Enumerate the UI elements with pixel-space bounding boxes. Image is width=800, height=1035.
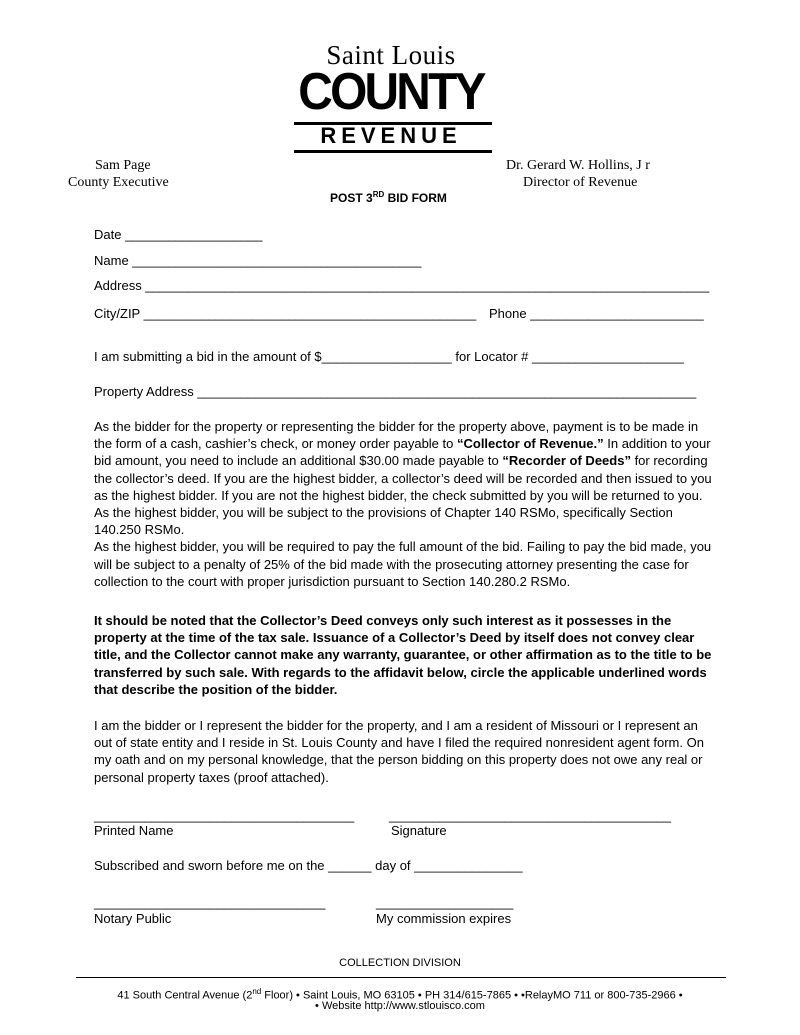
footer-website[interactable]: • Website http://www.stlouisco.com xyxy=(315,1000,485,1012)
property-address-field[interactable]: Property Address _____________________________________________________________________ xyxy=(94,384,697,399)
director-title: Director of Revenue xyxy=(523,175,638,190)
bidder-affidavit-text: I am the bidder or I represent the bidder for the property, and I am a resident of Missouri or I represent an out of state entity and I reside in St. Louis County and have I filed the required nonresident agent form. On my oath and on my personal knowledge, that the person bidding on this property does not owe any real or personal property taxes (proof attached). xyxy=(94,718,704,785)
payment-text-3: for recording the collector’s deed. If you are the highest bidder, a collector’s deed will be recorded and then issued to you as the highest bidder. If you are not the highest bidder, the check submitted by you will be returned to you. As the highest bidder, you will be subject to the provisions of Chapter 140 RSMo, specifically Section 140.250 RSMo. xyxy=(94,453,712,538)
penalty-paragraph: As the highest bidder, you will be required to pay the full amount of the bid. Failing to pay the bid made, you will be subject to a penalty of 25% of the bid made with the prosecuting attorney presenting the case for collection to the court with proper jurisdiction pursuant to Section 140.280.2 RSMo. xyxy=(94,539,712,589)
collection-division-label: COLLECTION DIVISION xyxy=(339,957,461,969)
payment-terms-text xyxy=(94,418,714,590)
commission-expires-line[interactable]: ___________________ xyxy=(376,895,514,910)
commission-expires-label: My commission expires xyxy=(376,911,512,926)
recorder-of-deeds-payee: “Recorder of Deeds” xyxy=(502,453,631,469)
notary-line[interactable]: ________________________________ xyxy=(94,895,326,910)
director-name: Dr. Gerard W. Hollins, J r xyxy=(506,158,650,173)
bid-amount-locator-field[interactable]: I am submitting a bid in the amount of $__________________ for Locator # _____________________ xyxy=(94,349,684,364)
signature-label: Signature xyxy=(391,823,447,838)
date-field[interactable]: Date ___________________ xyxy=(94,227,263,242)
address-field[interactable]: Address ______________________________________________________________________________ xyxy=(94,278,710,293)
form-title-suffix: BID FORM xyxy=(384,191,447,205)
payment-text-1: As the bidder for the property or representing the bidder for the property above, payment is to be made in the form of a cash, cashier’s check, or money order payable to xyxy=(94,419,699,452)
footer-address-superscript: nd xyxy=(252,987,262,996)
payment-paragraph xyxy=(94,418,714,538)
form-title-prefix: POST 3 xyxy=(330,191,373,205)
county-executive-title: County Executive xyxy=(68,175,169,190)
form-title xyxy=(330,190,447,205)
footer-rule xyxy=(76,977,726,978)
printed-name-label: Printed Name xyxy=(94,823,174,838)
collectors-deed-notice: It should be noted that the Collector’s Deed conveys only such interest as it possesses in the property at the time of the tax sale. Issuance of a Collector’s Deed by itself does not convey clear title, and the Collector cannot make any warranty, guarantee, or other affirmation as to the title to be transferred by such sale. With regards to the affidavit below, circle the applicable underlined words that describe the position of the bidder. xyxy=(94,613,712,697)
form-title-superscript: RD xyxy=(372,190,385,199)
county-revenue-logo xyxy=(286,40,496,148)
printed-name-line[interactable]: ____________________________________ xyxy=(94,808,355,823)
sworn-statement-field[interactable]: Subscribed and sworn before me on the ______ day of _______________ xyxy=(94,858,523,873)
logo-line-revenue: REVENUE xyxy=(320,123,462,148)
logo-line-saint-louis: Saint Louis xyxy=(326,40,456,70)
payment-text-2: In addition to your bid amount, you need to include an additional $30.00 made payable to xyxy=(94,436,711,469)
city-zip-field[interactable]: City/ZIP ______________________________________________ xyxy=(94,306,477,321)
logo-line-county: COUNTY xyxy=(298,63,484,121)
footer-address-part-1: 41 South Central Avenue (2 xyxy=(117,989,253,1002)
name-field[interactable]: Name ________________________________________ xyxy=(94,253,422,268)
logo-rule-bottom xyxy=(294,150,492,153)
county-executive-name: Sam Page xyxy=(95,158,151,173)
footer-address-part-2: Floor) • Saint Louis, MO 63105 • PH 314/615-7865 • •RelayMO 711 or 800-735-2966 • xyxy=(261,989,683,1002)
notary-public-label: Notary Public xyxy=(94,911,172,926)
phone-field[interactable]: Phone ________________________ xyxy=(489,306,704,321)
collector-of-revenue-payee: “Collector of Revenue.” xyxy=(456,436,604,452)
signature-line[interactable]: _______________________________________ xyxy=(389,808,671,823)
